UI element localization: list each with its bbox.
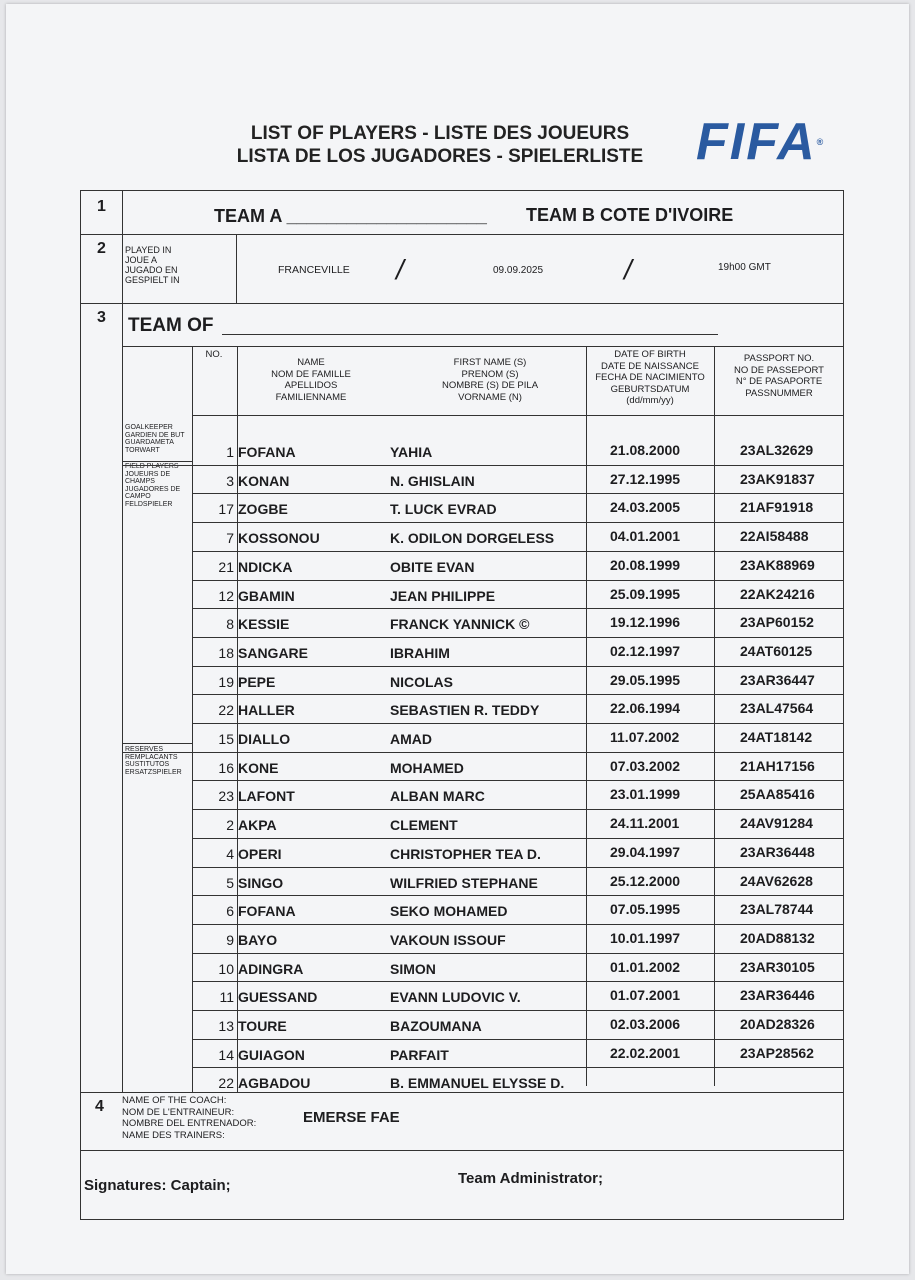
- passport-header-es: N° DE PASAPORTE: [735, 376, 823, 387]
- section-divider: [80, 303, 844, 304]
- player-last-name: LAFONT: [238, 788, 295, 804]
- coach-label-fr: NOM DE L'ENTRAINEUR:: [122, 1106, 235, 1118]
- dob-header-fr: DATE DE NAISSANCE: [600, 360, 699, 372]
- player-date-of-birth: 29.05.1995: [610, 672, 681, 688]
- player-row: [192, 465, 846, 493]
- player-passport-number: 23AP60152: [740, 614, 814, 630]
- player-passport-number: 23AP28562: [740, 1045, 814, 1061]
- goalkeeper-label-de: TORWART: [125, 446, 160, 454]
- player-row: [192, 953, 846, 981]
- player-number: 18: [218, 645, 234, 661]
- reserves-label-de: ERSATZSPIELER: [125, 768, 182, 776]
- player-date-of-birth: 23.01.1999: [610, 786, 681, 802]
- player-date-of-birth: 25.09.1995: [610, 586, 681, 602]
- player-date-of-birth: 01.01.2002: [610, 959, 681, 975]
- player-first-name: WILFRIED STEPHANE: [390, 875, 538, 891]
- player-first-name: VAKOUN ISSOUF: [390, 932, 506, 948]
- title-line-2: LISTA DE LOS JUGADORES - SPIELERLISTE: [236, 146, 644, 167]
- player-first-name: SEKO MOHAMED: [390, 903, 508, 919]
- player-number: 1: [226, 444, 234, 460]
- player-passport-number: 23AR30105: [740, 959, 815, 975]
- player-first-name: CHRISTOPHER TEA D.: [390, 846, 541, 862]
- field-label-fr-1: JOUEURS DE: [125, 470, 171, 478]
- section-divider: [80, 1150, 844, 1151]
- player-row: [192, 522, 846, 550]
- section-number-2: 2: [97, 240, 106, 257]
- player-number: 2: [226, 817, 234, 833]
- player-last-name: NDICKA: [238, 559, 293, 575]
- player-passport-number: 23AR36448: [740, 844, 815, 860]
- passport-header-fr: NO DE PASSEPORT: [734, 364, 824, 376]
- player-number: 4: [226, 846, 234, 862]
- player-first-name: YAHIA: [390, 444, 433, 460]
- player-first-name: BAZOUMANA: [390, 1018, 482, 1034]
- player-row: [192, 580, 846, 608]
- section-divider: [80, 234, 844, 235]
- player-last-name: KONE: [238, 760, 279, 776]
- reserves-label-es: SUSTITUTOS: [125, 761, 170, 768]
- player-number: 22: [218, 1075, 234, 1091]
- player-row: [192, 637, 846, 665]
- team-b-label: TEAM B COTE D'IVOIRE: [526, 205, 734, 225]
- table-top-line: [122, 346, 844, 347]
- player-date-of-birth: 02.12.1997: [610, 643, 681, 659]
- player-passport-number: 23AR36447: [740, 672, 815, 688]
- player-number: 3: [226, 473, 234, 489]
- player-row: [192, 1039, 846, 1067]
- player-passport-number: 23AL32629: [740, 442, 814, 458]
- player-last-name: ADINGRA: [238, 961, 304, 977]
- player-row: [192, 838, 846, 866]
- player-last-name: SINGO: [238, 875, 284, 891]
- column-header-name: [238, 357, 384, 403]
- column-header-dob: [588, 349, 712, 407]
- player-passport-number: 23AK91837: [740, 471, 815, 487]
- field-label-en: FIELD PLAYERS: [125, 463, 179, 470]
- category-divider: [122, 743, 192, 744]
- player-date-of-birth: 24.03.2005: [610, 499, 681, 515]
- name-header-fr: NOM DE FAMILLE: [271, 368, 351, 380]
- column-header-first-name: [410, 357, 570, 403]
- captain-signature-label: Signatures: Captain;: [84, 1177, 231, 1194]
- player-first-name: EVANN LUDOVIC V.: [390, 989, 521, 1005]
- player-first-name: CLEMENT: [390, 817, 458, 833]
- field-players-label: [125, 463, 180, 508]
- player-first-name: AMAD: [390, 731, 432, 747]
- player-last-name: GBAMIN: [238, 588, 295, 604]
- player-passport-number: 25AA85416: [740, 786, 815, 802]
- player-passport-number: 24AV91284: [740, 815, 813, 831]
- player-first-name: B. EMMANUEL ELYSSE D.: [390, 1075, 565, 1091]
- player-last-name: AGBADOU: [238, 1075, 311, 1091]
- player-row: [192, 752, 846, 780]
- player-date-of-birth: 10.01.1997: [610, 930, 681, 946]
- dob-header-es: FECHA DE NACIMIENTO: [595, 372, 705, 383]
- fifa-logo-text: FIFA: [696, 113, 817, 171]
- match-date: 09.09.2025: [493, 265, 544, 276]
- player-passport-number: 23AK88969: [740, 557, 815, 573]
- player-last-name: BAYO: [238, 932, 278, 948]
- name-header-de: FAMILIENNAME: [275, 391, 347, 403]
- fifa-logo: [696, 113, 826, 171]
- player-first-name: NICOLAS: [390, 674, 453, 690]
- section-number-4: 4: [95, 1098, 104, 1115]
- player-first-name: ALBAN MARC: [390, 788, 485, 804]
- played-in-en: PLAYED IN: [125, 245, 172, 255]
- player-row: [192, 1067, 846, 1095]
- player-row: [192, 981, 846, 1009]
- player-passport-number: 21AH17156: [740, 758, 815, 774]
- played-in-es: JUGADO EN: [125, 265, 178, 275]
- player-row: [192, 551, 846, 579]
- player-date-of-birth: 27.12.1995: [610, 471, 681, 487]
- player-last-name: KESSIE: [238, 616, 290, 632]
- player-number: 11: [219, 989, 234, 1005]
- reserves-label: [125, 746, 182, 776]
- player-date-of-birth: 07.05.1995: [610, 901, 681, 917]
- player-number: 14: [218, 1047, 234, 1063]
- player-date-of-birth: 01.07.2001: [610, 987, 681, 1003]
- document-title: [230, 122, 650, 168]
- player-number: 17: [218, 501, 234, 517]
- player-row: [192, 608, 846, 636]
- player-first-name: SEBASTIEN R. TEDDY: [390, 702, 540, 718]
- player-last-name: HALLER: [238, 702, 295, 718]
- player-last-name: ZOGBE: [238, 501, 288, 517]
- passport-header-en: PASSPORT NO.: [743, 353, 815, 364]
- player-date-of-birth: 29.04.1997: [610, 844, 681, 860]
- player-last-name: GUESSAND: [238, 989, 318, 1005]
- category-divider: [122, 461, 192, 462]
- name-header-en: NAME: [297, 357, 325, 368]
- player-first-name: IBRAHIM: [390, 645, 450, 661]
- played-in-fr: JOUE A: [125, 255, 158, 265]
- field-label-fr-2: CHAMPS: [125, 478, 155, 485]
- player-last-name: FOFANA: [238, 444, 296, 460]
- reserves-label-en: RESERVES: [125, 746, 163, 753]
- title-line-1: LIST OF PLAYERS - LISTE DES JOUEURS: [250, 123, 630, 144]
- played-in-divider: [236, 234, 237, 303]
- dob-header-de: GEBURTSDATUM: [610, 383, 690, 395]
- player-number: 7: [226, 530, 234, 546]
- field-label-es-2: CAMPO: [125, 493, 151, 500]
- venue-city: FRANCEVILLE: [278, 264, 350, 276]
- column-header-no: NO.: [205, 349, 223, 360]
- player-number: 16: [218, 760, 234, 776]
- field-label-de: FELDSPIELER: [125, 500, 173, 508]
- dob-header-en: DATE OF BIRTH: [614, 349, 686, 360]
- player-row: [192, 694, 846, 722]
- played-in-de: GESPIELT IN: [125, 275, 180, 285]
- player-number: 13: [218, 1018, 234, 1034]
- dob-header-format: (dd/mm/yy): [626, 395, 674, 406]
- player-date-of-birth: 22.02.2001: [610, 1045, 681, 1061]
- player-row: [192, 895, 846, 923]
- player-last-name: TOURE: [238, 1018, 287, 1034]
- player-date-of-birth: 24.11.2001: [610, 815, 680, 831]
- coach-label: [122, 1095, 256, 1141]
- field-label-es-1: JUGADORES DE: [125, 485, 181, 493]
- player-date-of-birth: 07.03.2002: [610, 758, 681, 774]
- player-date-of-birth: 22.06.1994: [610, 700, 681, 716]
- fifa-logo-mark: ®: [816, 137, 826, 147]
- player-first-name: N. GHISLAIN: [390, 473, 475, 489]
- player-first-name: OBITE EVAN: [390, 559, 475, 575]
- player-date-of-birth: 02.03.2006: [610, 1016, 681, 1032]
- player-date-of-birth: 25.12.2000: [610, 873, 681, 889]
- player-last-name: DIALLO: [238, 731, 291, 747]
- player-date-of-birth: 04.01.2001: [610, 528, 681, 544]
- player-number: 22: [218, 702, 234, 718]
- team-a-label: TEAM A ____________________: [214, 206, 487, 226]
- player-last-name: OPERI: [238, 846, 282, 862]
- venue-separator: /: [396, 254, 404, 285]
- player-last-name: GUIAGON: [238, 1047, 305, 1063]
- player-row: [192, 666, 846, 694]
- player-number: 10: [218, 961, 234, 977]
- column-header-passport: [716, 353, 842, 399]
- section-number-1: 1: [97, 198, 106, 215]
- team-of-underline: [222, 334, 718, 335]
- player-row: [192, 436, 846, 464]
- goalkeeper-label: [125, 424, 185, 454]
- player-number: 21: [218, 559, 234, 575]
- coach-name: EMERSE FAE: [303, 1109, 400, 1126]
- player-date-of-birth: 21.08.2000: [610, 442, 681, 458]
- first-name-header-en: FIRST NAME (S): [453, 357, 527, 368]
- player-last-name: FOFANA: [238, 903, 296, 919]
- player-first-name: SIMON: [390, 961, 436, 977]
- player-last-name: SANGARE: [238, 645, 309, 661]
- player-first-name: PARFAIT: [390, 1047, 449, 1063]
- first-name-header-de: VORNAME (N): [458, 391, 522, 403]
- player-number: 23: [218, 788, 234, 804]
- player-last-name: KONAN: [238, 473, 290, 489]
- date-separator: /: [624, 254, 632, 285]
- goalkeeper-label-en: GOALKEEPER: [125, 424, 173, 431]
- coach-label-es: NOMBRE DEL ENTRENADOR:: [122, 1118, 257, 1129]
- player-passport-number: 23AR36446: [740, 987, 815, 1003]
- player-row: [192, 924, 846, 952]
- player-passport-number: 24AV62628: [740, 873, 813, 889]
- player-first-name: T. LUCK EVRAD: [390, 501, 497, 517]
- player-row: [192, 493, 846, 521]
- player-passport-number: 24AT18142: [740, 729, 813, 745]
- player-passport-number: 22AK24216: [740, 586, 815, 602]
- player-number: 12: [218, 588, 234, 604]
- player-passport-number: 22AI58488: [740, 528, 809, 544]
- player-last-name: AKPA: [238, 817, 277, 833]
- table-left-line: [122, 346, 123, 1092]
- player-passport-number: 20AD88132: [740, 930, 815, 946]
- player-row: [192, 1010, 846, 1038]
- team-of-label: TEAM OF: [128, 315, 214, 336]
- player-passport-number: 21AF91918: [740, 499, 814, 515]
- player-passport-number: 20AD28326: [740, 1016, 815, 1032]
- player-first-name: MOHAMED: [390, 760, 464, 776]
- player-first-name: K. ODILON DORGELESS: [390, 530, 555, 546]
- player-date-of-birth: 11.07.2002: [610, 729, 680, 745]
- player-row: [192, 780, 846, 808]
- name-header-es: APELLIDOS: [284, 380, 338, 391]
- player-row: [192, 723, 846, 751]
- player-first-name: FRANCK YANNICK ©: [390, 616, 530, 632]
- player-row: [192, 809, 846, 837]
- player-number: 6: [226, 903, 234, 919]
- first-name-header-fr: PRENOM (S): [461, 368, 519, 380]
- player-number: 9: [226, 932, 234, 948]
- player-first-name: JEAN PHILIPPE: [390, 588, 496, 604]
- reserves-label-fr: REMPLACANTS: [125, 753, 178, 761]
- player-last-name: PEPE: [238, 674, 276, 690]
- admin-signature-label: Team Administrator;: [458, 1170, 604, 1187]
- table-header-bottom-line: [192, 415, 844, 416]
- player-date-of-birth: 20.08.1999: [610, 557, 681, 573]
- first-name-header-es: NOMBRE (S) DE PILA: [441, 380, 539, 391]
- section-number-3: 3: [97, 309, 106, 326]
- player-passport-number: 23AL47564: [740, 700, 814, 716]
- player-row: [192, 867, 846, 895]
- player-date-of-birth: 19.12.1996: [610, 614, 681, 630]
- player-last-name: KOSSONOU: [238, 530, 320, 546]
- passport-header-de: PASSNUMMER: [745, 387, 813, 399]
- player-number: 15: [218, 731, 234, 747]
- player-passport-number: 24AT60125: [740, 643, 813, 659]
- goalkeeper-label-es: GUARDAMETA: [125, 439, 174, 446]
- goalkeeper-label-fr: GARDIEN DE BUT: [125, 431, 185, 439]
- player-passport-number: 23AL78744: [740, 901, 814, 917]
- coach-label-de: NAME DES TRAINERS:: [122, 1129, 225, 1141]
- player-number: 19: [218, 674, 234, 690]
- kickoff-time: 19h00 GMT: [718, 262, 771, 273]
- player-number: 8: [226, 616, 234, 632]
- player-number: 5: [226, 875, 234, 891]
- coach-label-en: NAME OF THE COACH:: [122, 1095, 227, 1106]
- played-in-label: [125, 245, 180, 285]
